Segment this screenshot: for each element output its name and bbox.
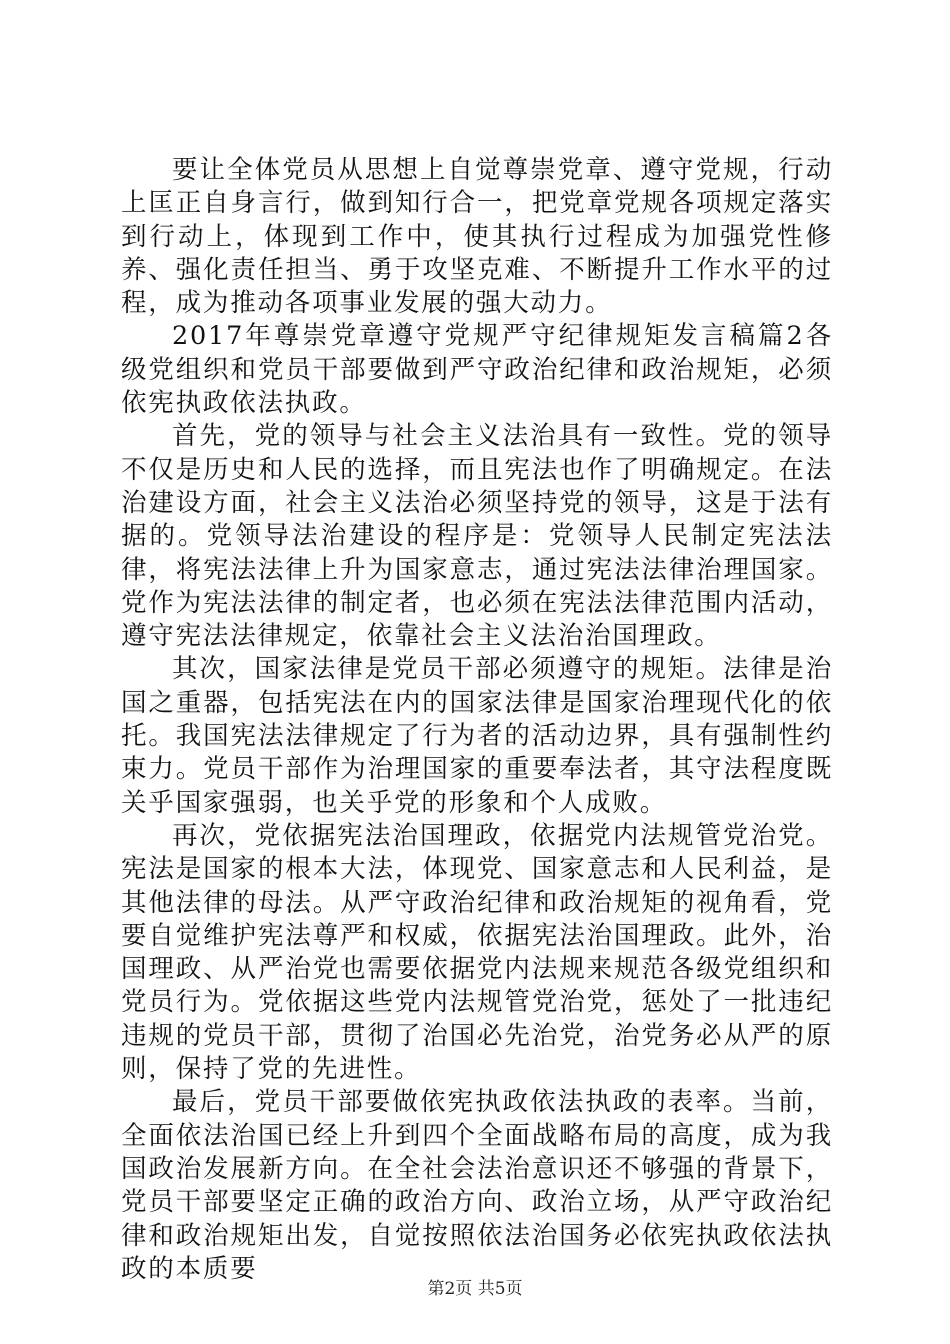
page-footer	[0, 1278, 950, 1300]
paragraph: 要让全体党员从思想上自觉尊崇党章、遵守党规，行动上匡正自身言行，做到知行合一，把党章党规各项规定落实到行动上，体现到工作中，使其执行过程成为加强党性修养、强化责任担当、勇于攻坚克难、不断提升工作水平的过程，成为推动各项事业发展的强大动力。	[121, 155, 833, 319]
page-number: 第2页 共5页	[427, 1279, 523, 1299]
paragraph: 其次，国家法律是党员干部必须遵守的规矩。法律是治国之重器，包括宪法在内的国家法律是国家治理现代化的依托。我国宪法法律规定了行为者的活动边界，具有强制性约束力。党员干部作为治理国家的重要奉法者，其守法程度既关乎国家强弱，也关乎党的形象和个人成败。	[121, 654, 833, 818]
paragraph: 首先，党的领导与社会主义法治具有一致性。党的领导不仅是历史和人民的选择，而且宪法也作了明确规定。在法治建设方面，社会主义法治必须坚持党的领导，这是于法有据的。党领导法治建设的程序是：党领导人民制定宪法法律，将宪法法律上升为国家意志，通过宪法法律治理国家。党作为宪法法律的制定者，也必须在宪法法律范围内活动，遵守宪法法律规定，依靠社会主义法治治国理政。	[121, 421, 833, 652]
paragraph: 最后，党员干部要做依宪执政依法执政的表率。当前，全面依法治国已经上升到四个全面战略布局的高度，成为我国政治发展新方向。在全社会法治意识还不够强的背景下，党员干部要坚定正确的政治方向、政治立场，从严守政治纪律和政治规矩出发，自觉按照依法治国务必依宪执政依法执政的本质要	[121, 1087, 833, 1284]
paragraph: 再次，党依据宪法治国理政，依据党内法规管党治党。宪法是国家的根本大法，体现党、国家意志和人民利益，是其他法律的母法。从严守政治纪律和政治规矩的视角看，党要自觉维护宪法尊严和权威，依据宪法治国理政。此外，治国理政、从严治党也需要依据党内法规来规范各级党组织和党员行为。党依据这些党内法规管党治党，惩处了一批违纪违规的党员干部，贯彻了治国必先治党，治党务必从严的原则，保持了党的先进性。	[121, 820, 833, 1085]
document-body	[121, 154, 833, 1286]
paragraph: 2017年尊崇党章遵守党规严守纪律规矩发言稿篇2各级党组织和党员干部要做到严守政治纪律和政治规矩，必须依宪执政依法执政。	[121, 321, 833, 419]
